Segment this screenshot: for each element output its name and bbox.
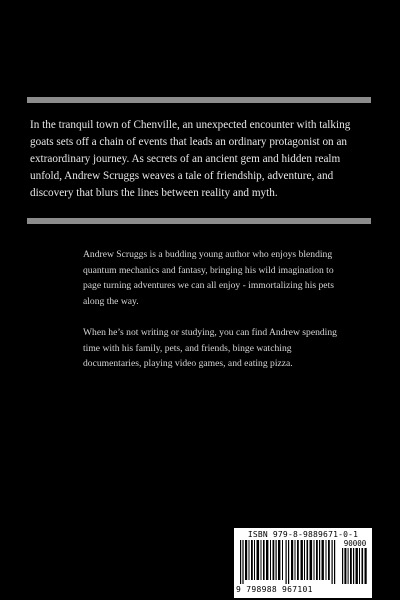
isbn-label: ISBN 979-8-9889671-0-1 (247, 530, 359, 539)
author-bio-paragraph-2: When he’s not writing or studying, you can find Andrew spending time with his family, pets, and friends, binge watching documentaries, playing video games, and eating pizza. (83, 327, 337, 369)
ean-digits: 9 798988 967101 (236, 585, 313, 594)
synopsis-text: In the tranquil town of Chenville, an unexpected encounter with talking goats sets off a chain of events that leads an ordinary protagonist on an extraordinary journey. As secrets of an ancient gem and hidden realm unfold, Andrew Scruggs weaves a tale of friendship, adventure, and discovery that blurs the lines between reality and myth. (30, 119, 351, 199)
isbn-barcode (234, 528, 372, 598)
addon-digits: 90000 (343, 539, 367, 548)
top-divider (27, 97, 371, 103)
addon-barcode-bars (342, 548, 368, 584)
bottom-divider (27, 218, 371, 224)
ean-barcode-bars (240, 540, 336, 584)
author-bio-paragraph-1: Andrew Scruggs is a budding young author who enjoys blending quantum mechanics and fantasy, bringing his wild imagination to page turning adventures we can all enjoy - immortalizing his pets along the way. (83, 249, 334, 307)
